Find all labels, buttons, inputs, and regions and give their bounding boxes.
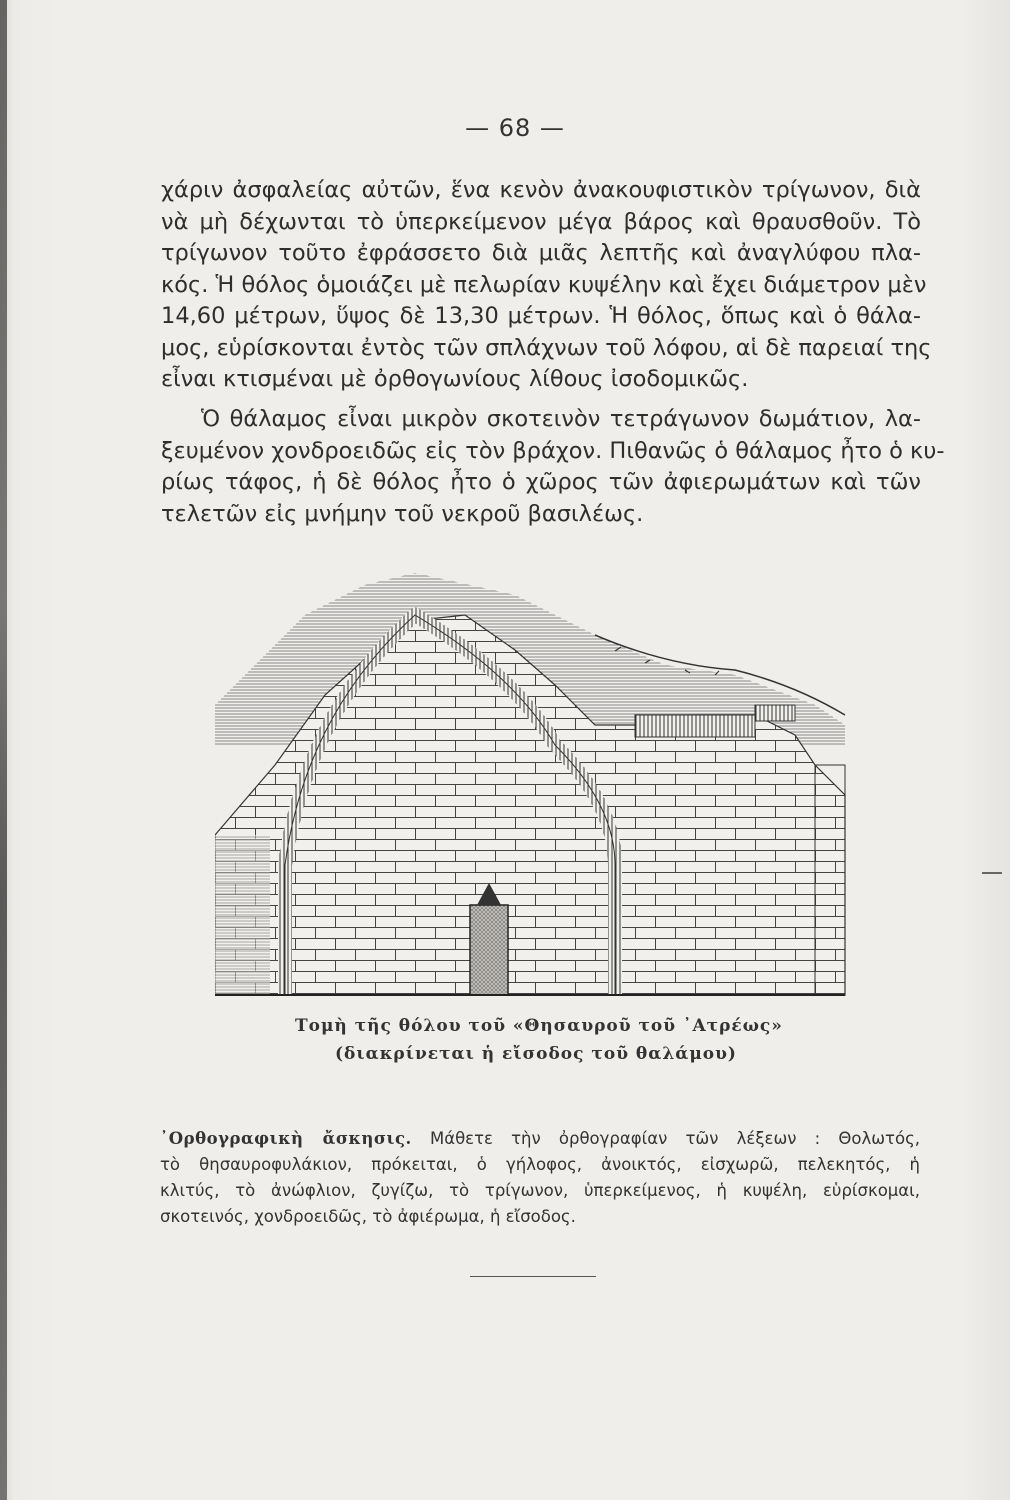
text-line: μος, εὑρίσκονται ἐντὸς τῶν σπλάχνων τοῦ λόφου, αἱ δὲ παρειαί της bbox=[161, 334, 932, 361]
text-line: ξευμένον χονδροειδῶς εἰς τὸν βράχον. Πιθανῶς ὁ θάλαμος ἦτο ὁ κυ- bbox=[161, 437, 945, 464]
exercise-line: σκοτεινός, χονδροειδῶς, τὸ ἀφιέρωμα, ἡ εἴσοδος. bbox=[160, 1207, 576, 1226]
exercise-first-line bbox=[160, 1126, 920, 1152]
text-line: ρίως τάφος, ἡ δὲ θόλος ἦτο ὁ χῶρος τῶν ἀφιερωμάτων καὶ τῶν bbox=[161, 469, 921, 495]
exercise-line: τὸ θησαυροφυλάκιον, πρόκειται, ὁ γήλοφος, ἀνοικτός, εἰσχωρῶ, πελεκητός, ἡ bbox=[160, 1155, 920, 1174]
paragraph-2 bbox=[161, 404, 945, 530]
text-line: τελετῶν εἰς μνήμην τοῦ νεκροῦ βασιλέως. bbox=[161, 500, 644, 527]
text-line: κός. Ἡ θόλος ὁμοιάζει μὲ πελωρίαν κυψέλην καὶ ἔχει διάμετρον μὲν bbox=[161, 271, 927, 298]
exercise-line: κλιτύς, τὸ ἀνώφλιον, ζυγίζω, τὸ τρίγωνον, ὑπερκείμενος, ἡ κυψέλη, εὑρίσκομαι, bbox=[160, 1181, 920, 1200]
text-line: Ὁ θάλαμος εἶναι μικρὸν σκοτεινὸν τετράγωνον δωμάτιον, λα- bbox=[201, 406, 921, 432]
text-line: εἶναι κτισμέναι μὲ ὀρθογωνίους λίθους ἰσοδομικῶς. bbox=[161, 366, 749, 392]
spelling-exercise bbox=[160, 1126, 920, 1230]
figure-caption-line-1: Τομὴ τῆς θόλου τοῦ «Θησαυροῦ τοῦ ᾿Ατρέως» bbox=[295, 1016, 783, 1036]
section-divider bbox=[470, 1276, 596, 1277]
page-binding-edge bbox=[0, 0, 7, 1500]
tholos-section-illustration bbox=[215, 565, 855, 1005]
text-line: τρίγωνον τοῦτο ἐφράσσετο διὰ μιᾶς λεπτῆς καὶ ἀναγλύφου πλα- bbox=[161, 240, 921, 266]
text-line: χάριν ἀσφαλείας αὐτῶν, ἕνα κενὸν ἀνακουφιστικὸν τρίγωνον, διὰ bbox=[161, 177, 921, 203]
page-number: — 68 — bbox=[465, 114, 565, 142]
exercise-title: ᾿Ορθογραφικὴ ἄσκησις. bbox=[160, 1129, 412, 1148]
paragraph-1 bbox=[161, 175, 932, 396]
margin-mark bbox=[982, 872, 1002, 874]
exercise-text: Μάθετε τὴν ὀρθογραφίαν τῶν λέξεων : Θολωτός, bbox=[429, 1129, 920, 1148]
figure-caption-line-2: (διακρίνεται ἡ εἴσοδος τοῦ θαλάμου) bbox=[335, 1044, 737, 1064]
text-line: νὰ μὴ δέχωνται τὸ ὑπερκείμενον μέγα βάρος καὶ θραυσθοῦν. Τὸ bbox=[161, 208, 921, 235]
text-line: 14,60 μέτρων, ὕψος δὲ 13,30 μέτρων. Ἡ θόλος, ὅπως καὶ ὁ θάλα- bbox=[161, 303, 921, 329]
